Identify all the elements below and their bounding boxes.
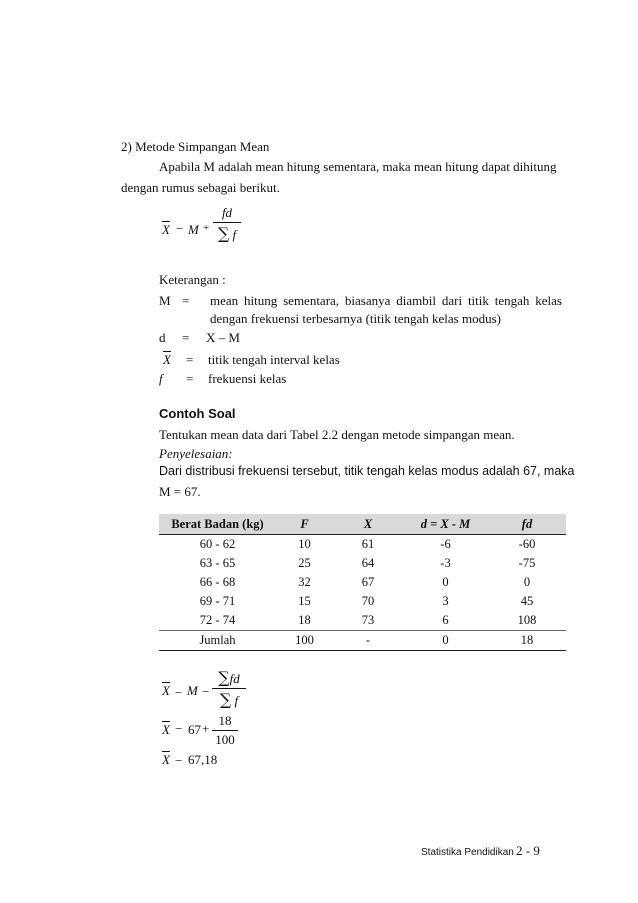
example-question: Tentukan mean data dari Tabel 2.2 dengan metode simpangan mean. [159, 427, 515, 442]
calc3-value: 67,18 [188, 752, 218, 767]
solution-label: Penyelesaian: [159, 446, 233, 461]
table-cell: 6 [442, 613, 449, 627]
table-cell: 3 [442, 594, 449, 608]
table-cell: -75 [518, 556, 536, 570]
table-cell: 18 [298, 613, 311, 627]
table-cell: 60 - 62 [199, 537, 236, 551]
table-cell: 32 [298, 575, 311, 589]
calc1-xbar: $\overline{X}$ [162, 683, 170, 698]
table-cell: 73 [361, 613, 375, 627]
table-cell: -3 [440, 556, 451, 570]
solution-line-2: M = 67. [159, 484, 201, 499]
formula-fraction [213, 205, 241, 243]
calc1-num-sigma: ∑ [218, 668, 230, 687]
legend-d-eq: = [182, 330, 190, 345]
legend-d-symbol: d [159, 330, 166, 345]
table-row [159, 573, 566, 592]
legend-m-eq: = [182, 293, 190, 308]
total-cell: - [333, 631, 403, 651]
header-x: X [333, 514, 403, 535]
page-number: 2 - 9 [516, 843, 540, 858]
table-cell: 61 [361, 537, 375, 551]
table-cell: 10 [298, 537, 311, 551]
calc2-xbar: $\overline{X}$ [162, 722, 170, 737]
table-cell: 69 - 71 [199, 594, 236, 608]
table-row [159, 592, 566, 611]
table-cell: 15 [298, 594, 311, 608]
keterangan-title: Keterangan : [159, 272, 226, 287]
header-fd: fd [488, 514, 566, 535]
table-cell: -60 [518, 537, 536, 551]
formula-plus: + [203, 222, 210, 234]
table-row [159, 554, 566, 573]
table-cell: 108 [517, 613, 537, 627]
table-cell: 25 [298, 556, 311, 570]
calc1-m: M [187, 683, 198, 698]
frequency-table [159, 514, 566, 651]
example-title: Contoh Soal [159, 406, 236, 421]
formula-sigma: ∑ [217, 224, 230, 243]
formula-minus: − [176, 221, 184, 236]
calc2-denominator: 100 [215, 732, 235, 747]
total-label: Jumlah [159, 631, 276, 651]
table-cell: 66 - 68 [199, 575, 236, 589]
table-cell: 70 [361, 594, 375, 608]
table-cell: 64 [361, 556, 375, 570]
legend-m-desc-2: dengan frekuensi terbesarnya (titik tengah kelas modus) [210, 311, 501, 326]
section-heading: 2) Metode Simpangan Mean [121, 139, 270, 154]
legend-m-desc: mean hitung sementara, biasanya diambil dari titik tengah kelas [210, 293, 562, 308]
legend-x-eq: = [186, 352, 194, 367]
total-cell: 100 [276, 631, 333, 651]
formula-denominator: f [232, 227, 237, 242]
calc1-denominator: f [234, 693, 239, 708]
calc3-xbar: $\overline{X}$ [162, 752, 170, 767]
intro-line-2: dengan rumus sebagai berikut. [121, 180, 280, 195]
calc1-fraction [212, 668, 246, 709]
total-cell: 0 [403, 631, 488, 651]
calc2-fraction [212, 713, 238, 748]
calc2-numerator: 18 [218, 713, 232, 728]
total-cell: 18 [488, 631, 566, 651]
table-cell: 0 [442, 575, 449, 589]
calc1-minus: − [175, 685, 183, 700]
calc2-plus: + [202, 721, 210, 736]
table-row [159, 611, 566, 631]
legend-d-desc: X – M [206, 330, 240, 345]
legend-x-symbol: $\overline{X}$ [163, 352, 171, 367]
solution-line-1: Dari distribusi frekuensi tersebut, titik tengah kelas modus adalah 67, maka [159, 464, 575, 478]
calc2-value: 67 [188, 722, 201, 737]
legend-f-desc: frekuensi kelas [208, 371, 287, 386]
table-cell: 0 [523, 575, 531, 589]
calc1-den-sigma: ∑ [219, 690, 232, 709]
table-total-row [159, 631, 566, 651]
calc1-numerator: fd [229, 671, 240, 686]
legend-x-desc: titik tengah interval kelas [208, 352, 340, 367]
header-d: d = X - M [403, 514, 488, 535]
table-cell: 63 - 65 [199, 556, 236, 570]
header-f: F [276, 514, 333, 535]
formula-m: M [188, 222, 199, 237]
table-row [159, 535, 566, 555]
table-cell: 72 - 74 [199, 613, 236, 627]
table-cell: 45 [520, 594, 534, 608]
intro-line-1: Apabila M adalah mean hitung sementara, maka mean hitung dapat dihitung [159, 159, 557, 174]
formula-numerator: fd [221, 205, 233, 220]
calc1-minus-2: − [202, 684, 210, 699]
calc2-minus: − [175, 721, 183, 736]
formula-xbar: $\overline{X}$ [162, 222, 170, 237]
table-cell: 67 [361, 575, 375, 589]
table-cell: -6 [440, 537, 451, 551]
header-berat-badan: Berat Badan (kg) [159, 514, 276, 535]
footer-title: Statistika Pendidikan [421, 847, 514, 858]
legend-f-symbol: f [159, 371, 163, 386]
legend-f-eq: = [186, 371, 194, 386]
legend-m-symbol: M [159, 293, 171, 308]
calc3-minus: − [175, 753, 183, 768]
table-header-row [159, 514, 566, 535]
